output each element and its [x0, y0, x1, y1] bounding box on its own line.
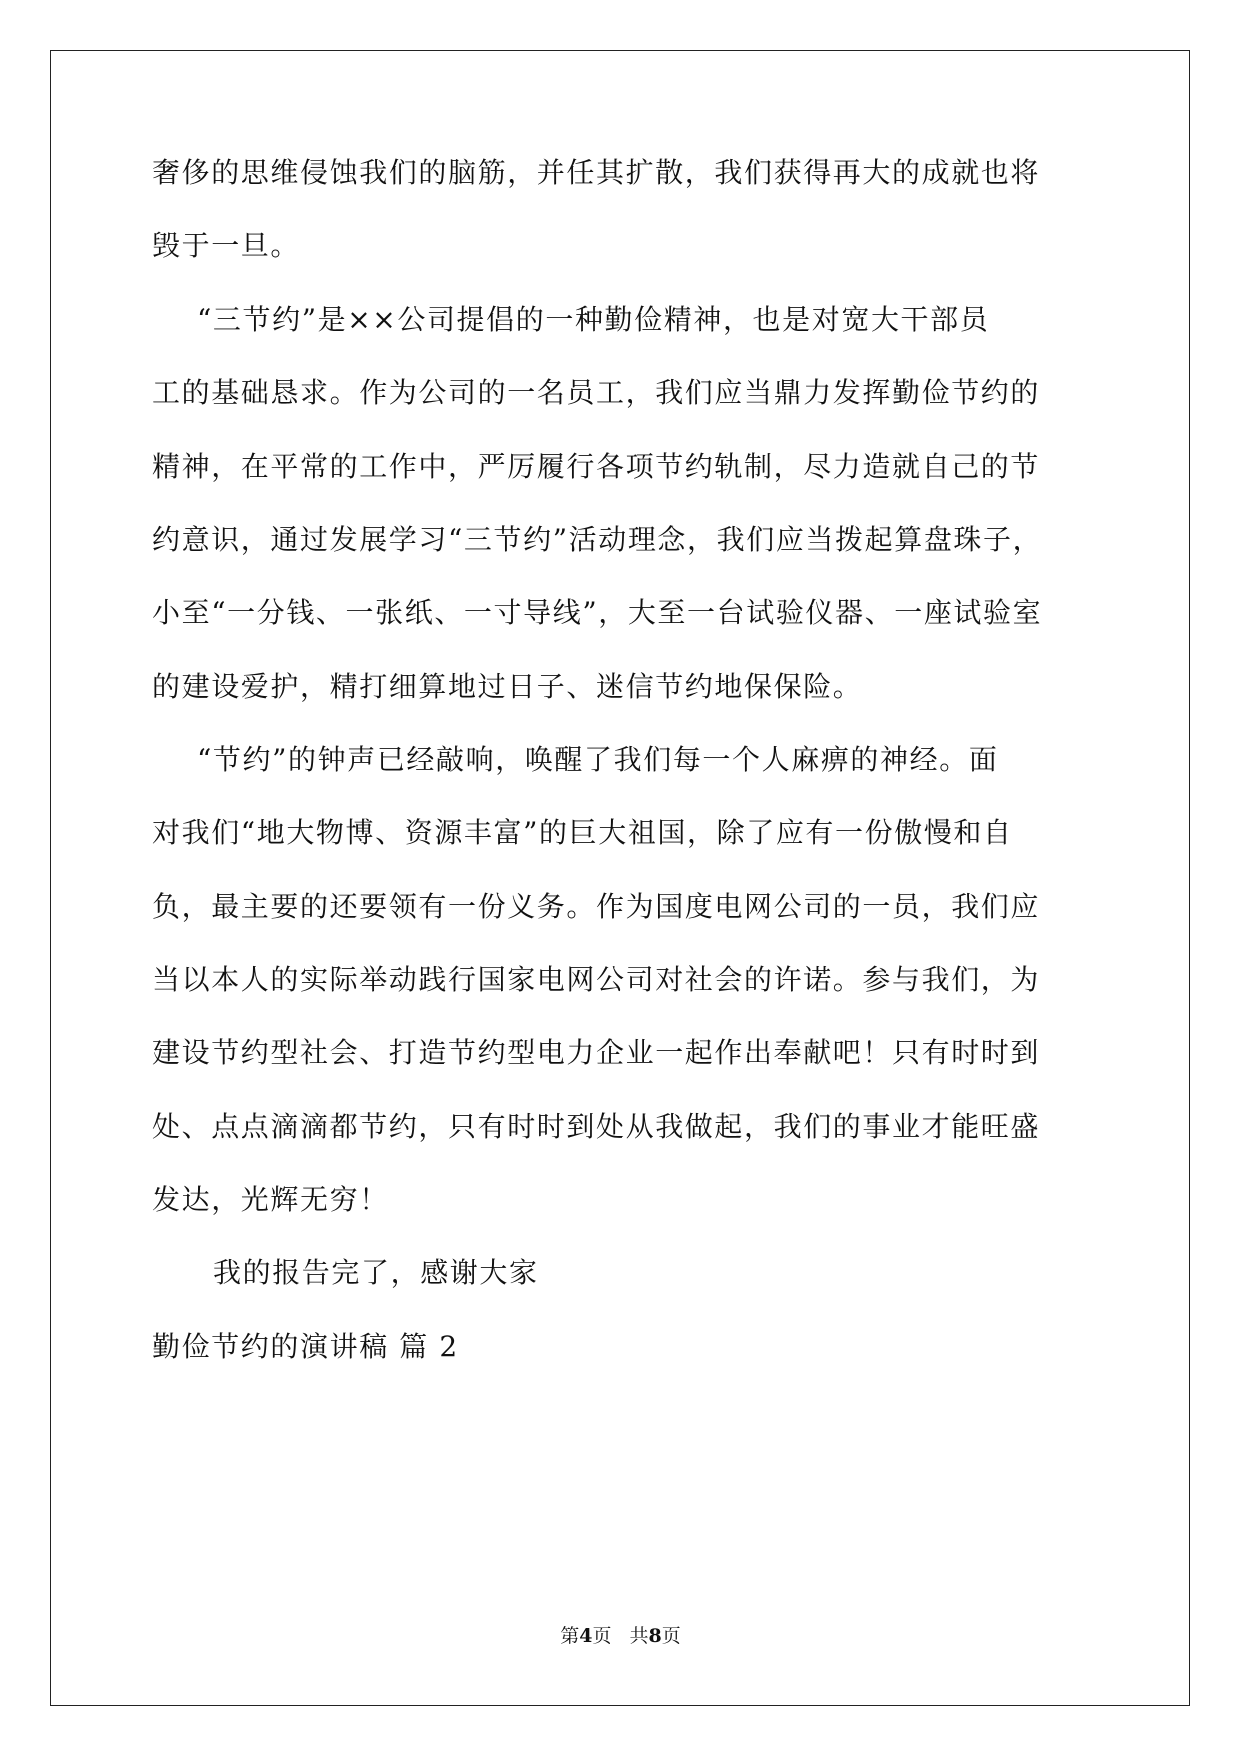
current-page-number: 4: [579, 1625, 593, 1647]
text-line-5: 精神，在平常的工作中，严厉履行各项节约轨制，尽力造就自己的节: [152, 450, 1041, 483]
closing-line: 我的报告完了，感谢大家: [213, 1256, 539, 1289]
text-line-2: 毁于一旦。: [152, 229, 301, 262]
text-line-13: 建设节约型社会、打造节约型电力企业一起作出奉献吧！只有时时到: [152, 1036, 1041, 1069]
total-label-suffix: 页: [661, 1625, 681, 1647]
page-label-suffix: 页: [592, 1625, 612, 1647]
text-line-14: 处、点点滴滴都节约，只有时时到处从我做起，我们的事业才能旺盛: [152, 1110, 1041, 1143]
text-line-10: 对我们“地大物博、资源丰富”的巨大祖国，除了应有一份傲慢和自: [152, 816, 1013, 849]
text-line-4: 工的基础恳求。作为公司的一名员工，我们应当鼎力发挥勤俭节约的: [152, 376, 1041, 409]
text-line-12: 当以本人的实际举动践行国家电网公司对社会的许诺。参与我们，为: [152, 963, 1041, 996]
page-footer: [0, 1624, 1241, 1648]
text-line-1: 奢侈的思维侵蚀我们的脑筋，并任其扩散，我们获得再大的成就也将: [152, 156, 1041, 189]
text-line-15: 发达，光辉无穷！: [152, 1183, 389, 1216]
text-line-3: “三节约”是××公司提倡的一种勤俭精神，也是对宽大干部员: [197, 303, 990, 336]
page-border: [50, 50, 1190, 1706]
section-heading: 勤俭节约的演讲稿 篇 2: [152, 1330, 459, 1363]
total-pages-number: 8: [648, 1625, 662, 1647]
text-line-7: 小至“一分钱、一张纸、一寸导线”，大至一台试验仪器、一座试验室: [152, 596, 1043, 629]
total-label-prefix: 共: [629, 1625, 649, 1647]
text-line-6: 约意识，通过发展学习“三节约”活动理念，我们应当拨起算盘珠子，: [152, 523, 1043, 556]
text-line-11: 负，最主要的还要领有一份义务。作为国度电网公司的一员，我们应: [152, 890, 1041, 923]
text-line-8: 的建设爱护，精打细算地过日子、迷信节约地保保险。: [152, 670, 863, 703]
page-label-prefix: 第: [560, 1625, 580, 1647]
text-line-9: “节约”的钟声已经敲响，唤醒了我们每一个人麻痹的神经。面: [197, 743, 999, 776]
